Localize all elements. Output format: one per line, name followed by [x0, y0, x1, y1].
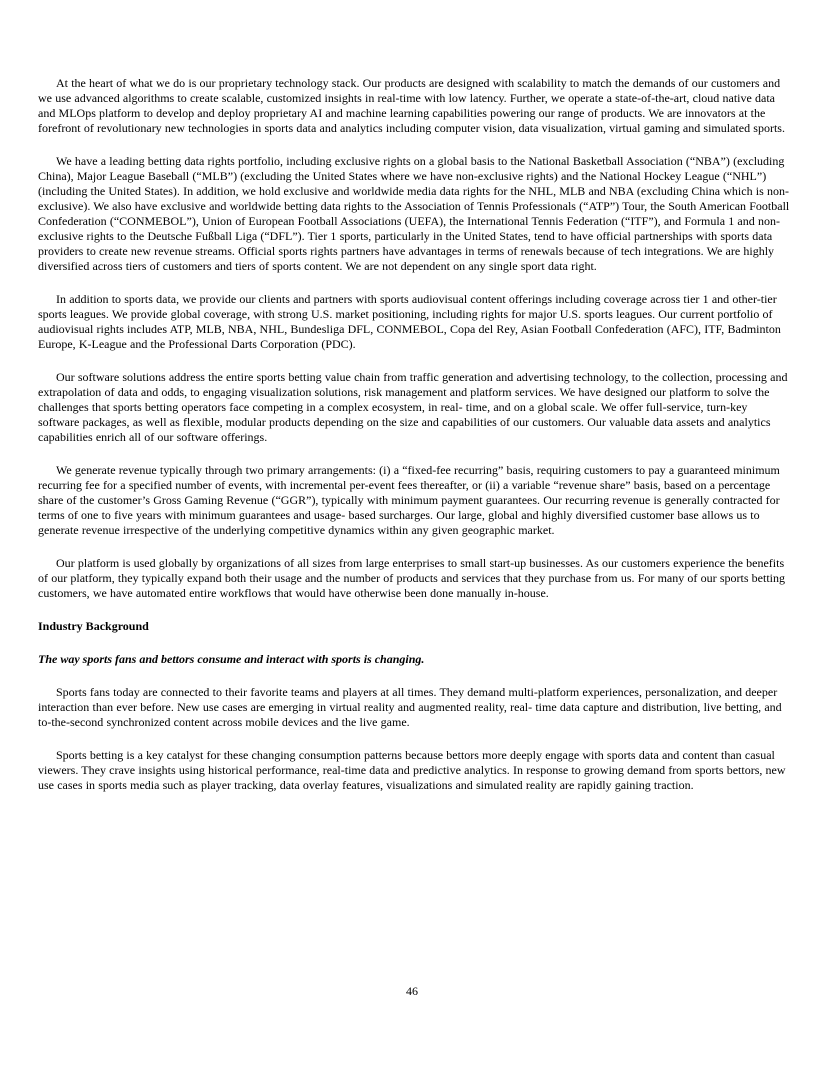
- section-heading-industry-background: Industry Background: [38, 619, 149, 633]
- paragraph-audiovisual-content: In addition to sports data, we provide our clients and partners with sports audiovisual content offerings including coverage across tier 1 and other-tier sports leagues. We provide global coverage, with strong U.S. market positioning, including rights for major U.S. sports leagues. Our current portfolio of audiovisual rights includes ATP, MLB, NBA, NHL, Bundesliga DFL, CONMEBOL, Copa del Rey, Asian Football Confederation (AFC), ITF, Badminton Europe, K-League and the Professional Darts Corporation (PDC).: [38, 292, 781, 351]
- paragraph-revenue-model: We generate revenue typically through two primary arrangements: (i) a “fixed-fee recurring” basis, requiring customers to pay a guaranteed minimum recurring fee for a specified number of events, with incremental per-event fees thereafter, or (ii) a variable “revenue share” basis, based on a percentage share of the customer’s Gross Gaming Revenue (“GGR”), typically with minimum payment guarantees. Our recurring revenue is generally contracted for terms of one to five years with minimum guarantees and usage- based surcharges. Our large, global and highly diversified customer base allows us to generate revenue irrespective of the underlying competitive dynamics within any given geographic market.: [38, 463, 780, 537]
- paragraph-sports-fans: Sports fans today are connected to their favorite teams and players at all times. They demand multi-platform experiences, personalization, and deeper interaction than ever before. New use cases are emerging in virtual reality and augmented reality, real- time data capture and distribution, live betting, and to-the-second synchronized content across mobile devices and the live game.: [38, 685, 782, 729]
- paragraph-software-solutions: Our software solutions address the entire sports betting value chain from traffic generation and advertising technology, to the collection, processing and extrapolation of data and odds, to engaging visualization solutions, risk management and platform services. We have designed our platform to solve the challenges that sports betting operators face competing in a complex ecosystem, in real- time, and on a global scale. We offer full-service, turn-key software packages, as well as flexible, modular products depending on the size and capabilities of our customers. Our valuable data assets and analytics capabilities enrich all of our software offerings.: [38, 370, 788, 444]
- section-subheading-fan-behavior: The way sports fans and bettors consume and interact with sports is changing.: [38, 652, 425, 666]
- paragraph-platform-usage: Our platform is used globally by organizations of all sizes from large enterprises to small start-up businesses. As our customers experience the benefits of our platform, they typically expand both their usage and the number of products and services that they purchase from us. For many of our sports betting customers, we have automated entire workflows that would have otherwise been done manually in-house.: [38, 556, 786, 600]
- paragraph-sports-betting-catalyst: Sports betting is a key catalyst for these changing consumption patterns because bettors more deeply engage with sports data and content than casual viewers. They crave insights using historical performance, real-time data and predictive analytics. In response to growing demand from sports bettors, new use cases in sports media such as player tracking, data overlay features, visualizations and simulated reality are rapidly gaining traction.: [38, 748, 786, 792]
- paragraph-betting-data-rights: We have a leading betting data rights portfolio, including exclusive rights on a global basis to the National Basketball Association (“NBA”) (excluding China), Major League Baseball (“MLB”) (excluding the United States where we have non-exclusive rights) and the National Hockey League (“NHL”) (including the United States). In addition, we hold exclusive and worldwide media data rights for the NHL, MLB and NBA (excluding China which is non-exclusive). We also have exclusive and worldwide betting data rights to the Association of Tennis Professionals (“ATP”) Tour, the South American Football Confederation (“CONMEBOL”), Union of European Football Associations (UEFA), the International Tennis Federation (“ITF”), and Formula 1 and non-exclusive rights to the Deutsche Fußball Liga (“DFL”). Tier 1 sports, particularly in the United States, tend to have official partnerships with sports data providers to create new revenue streams. Official sports rights partners have advantages in terms of renewals because of tech integrations. We are highly diversified across tiers of customers and tiers of sports content. We are not dependent on any single sport data right.: [38, 154, 790, 273]
- paragraph-technology-stack: At the heart of what we do is our proprietary technology stack. Our products are designed with scalability to match the demands of our customers and we use advanced algorithms to create scalable, customized insights in real-time with low latency. Further, we operate a state-of-the-art, cloud native data and MLOps platform to develop and deploy proprietary AI and machine learning capabilities powering our range of products. We are innovators at the forefront of revolutionary new technologies in sports data and analytics including computer vision, data visualization, virtual gaming and simulated sports.: [38, 76, 785, 135]
- page-number: 46: [406, 984, 418, 998]
